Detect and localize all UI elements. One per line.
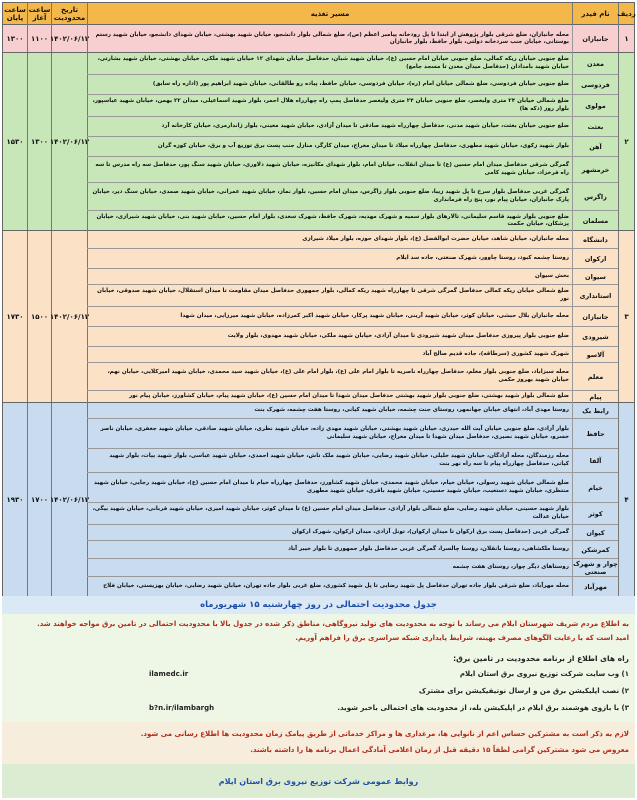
info-panel [2, 614, 635, 722]
schedule-group [3, 53, 634, 231]
feeder-path: محله سبزاباد، ضلع جنوبی بلوار معلم، حدفاصل چهارراه ناصریه تا بلوار امام علی (ع)، بلوار امام علی (ع)، خیابان شهید سید محمدی، خیابان شهید امیرکلایی، خیابان نهم، خیابان شهید بهروز حکمی [87, 363, 572, 390]
feeder-name: مسلمان [572, 211, 618, 231]
group-end-time: ۱۷۳۰ [6, 312, 24, 321]
table-row [87, 347, 618, 363]
table-row [87, 157, 618, 183]
feeder-path: ضلع شمالی خیابان ریکه کمالی حدفاصل گمرگی شرقی تا چهارراه شهید ریکه کمالی، بلوار جمهوری حدفاصل میدان مقاومت تا میدان استقلال، خیابان شهید صدوقی، خیابان نور [87, 285, 572, 306]
way-1-link[interactable]: ilamedc.ir [149, 670, 189, 678]
table-row [87, 541, 618, 559]
feeder-name: چوار و شهرک صنعتی [573, 559, 618, 576]
table-row [87, 403, 618, 419]
feeder-name: فردوسی [572, 75, 618, 94]
header-start: ساعت آغاز [27, 3, 51, 25]
feeder-name: حافظ [572, 419, 618, 448]
feeder-path: محله مهرآباد، ضلع شرقی بلوار جاده تهران حدفاصل پل شهید رضایی تا پل شهید کشوری، ضلع غربی بلوار جاده تهران، خیابان شهید رضایی، خیابان بهزیستی، خیابان فلاح [87, 577, 572, 597]
notice-title: جدول محدودیت احتمالی در روز چهارشنبه ۱۵ شهریورماه [2, 596, 635, 614]
feeder-name: جانبازان [572, 25, 618, 53]
feeder-name: آلاسو [572, 347, 618, 362]
note-2: معروض می شود مشترکین گرامی لطفاً ۱۵ دقیقه قبل از زمان اعلامی آمادگی اعمال برنامه ها را داشته باشند. [250, 746, 629, 754]
header-row: ردیف [618, 3, 634, 25]
feeder-name: مهرآباد [572, 577, 618, 597]
group-row-number: ۲ [618, 53, 634, 230]
table-row [87, 285, 618, 307]
group-start-time: ۱۳۰۰ [27, 53, 51, 230]
group-end-time: ۱۳۰۰ [6, 34, 24, 43]
notice-line-2: امید است که با رعایت الگوهای مصرف بهینه، شرایط پایداری شبکه سراسری برق را فراهم آوریم. [295, 634, 629, 642]
note-1: لازم به ذکر است به مشترکین حساس اعم از نانوایی ها، مرغداری ها و مراکز خدماتی از طریق پیامک زمان محدودیت ها اطلاع رسانی می شود. [140, 730, 629, 738]
header-feeder-name: نام فیدر [572, 3, 618, 25]
table-row [87, 473, 618, 503]
feeder-path: ضلع جنوبی خیابان بعثت، خیابان شهید مدنی، حدفاصل چهارراه شهید صادقی تا میدان آزادی، خیابان شهید معینی، بلوار ژاندارمری، خیابان کارخانه آرد [87, 117, 572, 136]
group-end-time: ۱۹۳۰ [6, 495, 24, 504]
feeder-name: استانداری [572, 285, 618, 306]
schedule-group [3, 25, 634, 53]
table-row [87, 363, 618, 391]
table-row [87, 137, 618, 157]
table-row [87, 269, 618, 285]
table-row [87, 391, 618, 403]
feeder-path: گمرگی غربی حدفاصل بلوار سرخ تا پل شهید زیبا، ضلع جنوبی بلوار زاگرس، میدان امام حسین، بلوار نماز، خیابان شهید عمرانی، خیابان شهید صمدی، خیابان سنگ دیر، خیابان پارک جانبازان، خیابان پیام نور، پنج راه فرمانداری [87, 183, 572, 210]
way-3-link[interactable]: b?n.ir/ilambargh [149, 704, 215, 712]
feeder-path: روستا ملکشاهی، روستا بانقلان، روستا چالسرا، گمرگی غربی حدفاصل بلوار جمهوری تا بلوار خیبر آباد [87, 541, 572, 558]
table-row [87, 577, 618, 597]
feeder-path: ضلع جنوبی خیابان ریکه کمالی، ضلع جنوبی خیابان امام حسین (ع)، خیابان شهید شبان، حدفاصل خیابان شهدای ۱۲ خیابان شهید ملکی، خیابان بهشتی، خیابان شهید بشارتی، خیابان شهید بامدادان (حدفاصل میدان معدن تا مسجد جامع) [87, 53, 572, 74]
feeder-name: کمرشکن [572, 541, 618, 558]
table-row [87, 327, 618, 347]
group-start-time: ۱۱۰۰ [27, 25, 51, 52]
footer-signature: روابط عمومی شرکت توزیع نیروی برق استان ایلام [2, 764, 635, 798]
feeder-path: گمرگی غربی (حدفاصل پست برق ارکوان تا میدان ارکوان)، تونل آزادی، میدان ارکوان، شهرک ارکوان [87, 525, 572, 540]
group-row-number: ۳ [618, 231, 634, 402]
feeder-path: ضلع شمالی بلوار شهید بهشتی، ضلع جنوبی بلوار شهید بهشتی حدفاصل میدان شهدا تا میدان امام حسین (ع)، خیابان شهید پیام، خیابان کشاورز، خیابان پیام نور [87, 391, 572, 403]
feeder-path: روستا چشمه کبود، روستا چاوور، شهرک صنعتی، جاده سد ایلام [87, 249, 572, 268]
feeder-name: پیام [572, 391, 618, 403]
feeder-name: کیوان [572, 525, 618, 540]
feeder-name: معلم [572, 363, 618, 390]
table-row [87, 25, 618, 53]
table-row [87, 559, 618, 577]
schedule-group [3, 231, 634, 403]
feeder-name: آلفا [572, 449, 618, 472]
group-row-number: ۴ [618, 403, 634, 596]
table-row [87, 211, 618, 231]
group-date: ۱۴۰۲/۰۶/۱۲ [51, 231, 87, 402]
feeder-path: روستا مهدی آباد، انتهای خیابان جهانمهر، روستای جنت چشمه، خیابان شهید کیانی، روستا هفت چشمه، شهرک بنت [87, 403, 572, 418]
header-end: ساعت پایان [4, 6, 26, 22]
feeder-name: شیرودی [572, 327, 618, 346]
header-path: مسیر تغذیه [87, 3, 572, 25]
table-row [87, 53, 618, 75]
table-row [87, 503, 618, 525]
group-date: ۱۴۰۲/۰۶/۱۲ [51, 25, 87, 52]
feeder-name: جانبازان [572, 307, 618, 326]
feeder-name: مولوی [572, 95, 618, 116]
table-row [87, 249, 618, 269]
table-row [87, 95, 618, 117]
table-row [87, 419, 618, 449]
table-row [87, 183, 618, 211]
group-start-time: ۱۷۰۰ [27, 403, 51, 596]
feeder-path: گمرگی شرقی حدفاصل میدان امام حسین (ع) تا میدان انقلاب، خیابان امام، بلوار شهدای مکانیزه، خیابان شهید دلاوری، خیابان شهید سنگ پور، حدفاصل سه راه مدرس تا سه راه فرخزاد، خیابان شهید کامی [87, 157, 572, 182]
notes-panel [2, 722, 635, 764]
feeder-path: ضلع جنوبی بلوار پیروزی حدفاصل میدان شهید شیرودی تا میدان آزادی، خیابان شهید ملکی، خیابان شهید مهدوی، بلوار ولایت [87, 327, 572, 346]
feeder-name: بعثت [572, 117, 618, 136]
table-row [87, 231, 618, 249]
feeder-path: ضلع جنوبی بلوار شهید قاسم سلیمانی، تالارهای بلوار سمیه و شهرک مهدیه، شهرک حافظ، شهرک سعدی، بلوار امام حسین، خیابان شهید بنی، خیابان شهید شیرازی، خیابان پزشکان، خیابان حکمت [87, 211, 572, 231]
feeder-name: ارکوان [572, 249, 618, 268]
feeder-path: بلوار آزادی، ضلع جنوبی خیابان آیت الله حیدری، خیابان شهید بهشتی، خیابان شهید مهدی زاده، خیابان شهید نظری، خیابان شهید صادقی، خیابان شهید جعفری، خیابان ناصر خسرو، خیابان شهید نصیری، حدفاصل میدان شهدا تا میدان معراج، خیابان شهید سلیمانی [87, 419, 572, 448]
ways-title: راه های اطلاع از برنامه محدودیت در تامین برق: [453, 654, 629, 663]
feeder-name: کوثر [572, 503, 618, 524]
feeder-name: دانشگاه [572, 231, 618, 248]
feeder-path: محله جانبازان بلال حبشی، خیابان کوثر، خیابان شهید آرینی، خیابان شهید پرکار، خیابان شهید اکبر کمرزاده، خیابان شهید میرزایی، میدان شهدا [87, 307, 572, 326]
table-row [87, 75, 618, 95]
way-2-text: ۲) نصب اپلیکیشن برق من و ارسال نوتیفیکیشن برای مشترک [418, 687, 629, 695]
feeder-path: ضلع شمالی خیابان ۲۴ متری ولیعصر، ضلع جنوبی خیابان ۲۴ متری ولیعصر حدفاصل پمپ راه چهارراه هلال احمر، بلوار شهید اسماعیلی، میدان ۲۲ بهمن، خیابان شهید عباسپور، بلوار روز (دکه ها) [87, 95, 572, 116]
feeder-name: رابط بک [572, 403, 618, 418]
feeder-path: بخش سیوان [87, 269, 572, 284]
table-row [87, 117, 618, 137]
feeder-path: بلوار شهید زکوی، خیابان شهید مطهری، حدفاصل چهارراه میلاد تا میدان معراج، میدان کارگر، منازل جنب پست برق توزیع آب و برق، خیابان کوزه گران [87, 137, 572, 156]
feeder-path: ضلع جنوبی خیابان فردوسی، ضلع شمالی خیابان امام (ره)، خیابان فردوسی، خیابان حافظ، پیاده رو طالقانی، خیابان شهید ابراهیم پور (اداره راه سابق) [87, 75, 572, 94]
feeder-path: محله جانبازان، خیابان شاهد، خیابان حضرت ابوالفضل (ع)، بلوار شهدای حوزه، بلوار میلاد شیرازی [87, 231, 572, 248]
feeder-name: آهن [572, 137, 618, 156]
way-3-text: ۳) با بازوی هوشمند برق ایلام در اپلیکیشن بله، از محدودیت های احتمالی باخبر شوید. [337, 704, 629, 712]
table-header [3, 3, 634, 25]
feeder-name: زاگرس [572, 183, 618, 210]
table-row [87, 307, 618, 327]
group-row-number: ۱ [618, 25, 634, 52]
table-row [87, 525, 618, 541]
group-date: ۱۴۰۲/۰۶/۱۲ [51, 53, 87, 230]
feeder-name: سیوان [572, 269, 618, 284]
way-1 [149, 670, 629, 678]
group-start-time: ۱۵۰۰ [27, 231, 51, 402]
schedule-table [2, 2, 635, 596]
way-1-text: ۱) وب سایت شرکت توزیع نیروی برق استان ایلام [459, 670, 629, 678]
feeder-path: شهرک شهید کشوری (سرطاقه)، جاده قدیم صالح آباد [87, 347, 572, 362]
feeder-path: روستاهای دیگر چوار، روستای هفت چشمه [87, 559, 572, 576]
group-end-time: ۱۵۳۰ [6, 137, 24, 146]
feeder-path: محله جانبازان، ضلع شرقی بلوار پژوهش از ابتدا تا پل رودخانه پیامبر اعظم (ص)، ضلع شمالی بلوار دانشجو، خیابان شهید بهشتی، خیابان شهدای دانشجو، خیابان شهید رستم بوستانی، خیابان جنب سردخانه دولتی، بلوار حافظ، بلوار جانبازان [87, 25, 572, 53]
schedule-group [3, 403, 634, 597]
notice-line-1: به اطلاع مردم شریف شهرستان ایلام می رساند با توجه به محدودیت های تولید نیروگاهی، مناطق ذکر شده در جدول بالا با محدودیت احتمالی در تامین برق مواجه خواهند شد. [37, 620, 629, 628]
way-3 [149, 704, 629, 712]
way-2 [149, 687, 629, 695]
feeder-path: ضلع شمالی خیابان شهید رسولی، خیابان خیام، خیابان شهید محمدی، خیابان شهید کشاورز، حدفاصل چهارراه خیام تا میدان امام حسین (ع)، خیابان شهید رجایی، خیابان شهید منتظری، خیابان شهید دستغیب، خیابان شهید حسینی، خیابان شهید باقری، خیابان شهید مطهری [87, 473, 572, 502]
header-date: تاریخ محدودیت [51, 3, 87, 25]
table-row [87, 449, 618, 473]
feeder-path: بلوار شهید حسینی، خیابان شهید رضایی، ضلع شمالی بلوار آزادی، حدفاصل میدان امام حسین (ع) تا میدان کوثر، خیابان شهید امیری، خیابان شهید قربانی، خیابان شهید بیگی، خیابان عدالت [87, 503, 572, 524]
feeder-name: معدن [572, 53, 618, 74]
feeder-name: خرمشهر [572, 157, 618, 182]
feeder-name: خیام [572, 473, 618, 502]
group-date: ۱۴۰۲/۰۶/۱۲ [51, 403, 87, 596]
feeder-path: محله رزمندگان، محله آزادگان، خیابان شهید خلیلی، خیابان شهید رضایی، خیابان شهید ملک تاش، خیابان شهید احمدی، خیابان شهید عباسی، بلوار شهید بیات، بلوار شهید کیانی، حدفاصل چهارراه پیام تا سه راه نهر بنت [87, 449, 572, 472]
